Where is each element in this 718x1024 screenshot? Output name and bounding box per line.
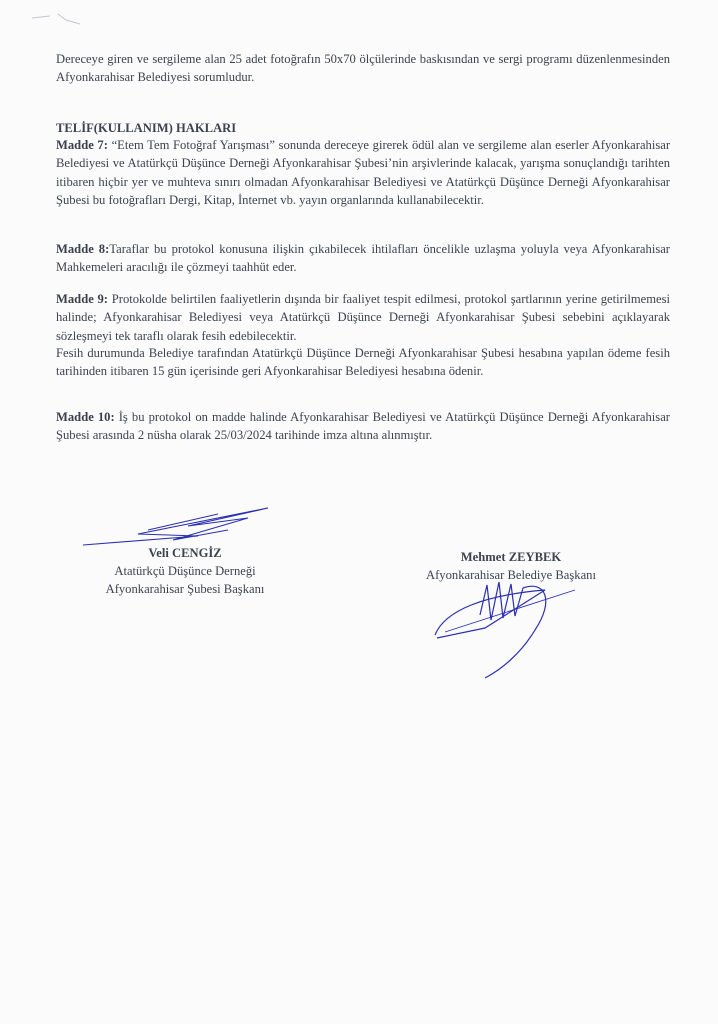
article-9-label: Madde 9:: [56, 292, 109, 306]
article-9: [56, 290, 670, 345]
scan-artifact-mark: [30, 10, 90, 30]
article-9-text: Protokolde belirtilen faaliyetlerin dışında bir faaliyet tespit edilmesi, protokol şartlarının yerine getirilmemesi halinde; Afyonkarahisar Belediyesi veya Atatürkçü Düşünce Derneği Afyonkarahisar Şubesi sebebini açıklayarak sözleşmeyi tek taraflı olarak fesih edebilecektir.: [56, 292, 671, 343]
left-signatory: [80, 544, 290, 598]
section-heading: TELİF(KULLANIM) HAKLARI: [56, 121, 237, 135]
article-9-termination: Fesih durumunda Belediye tarafından Atatürkçü Düşünce Derneği Afyonkarahisar Şubesi hesabına yapılan ödeme fesih tarihinden itibaren 15 gün içerisinde geri Afyonkarahisar Belediyesi hesabına ödenir.: [56, 346, 670, 379]
article-7: [56, 136, 670, 210]
article-8-text: Taraflar bu protokol konusuna ilişkin çıkabilecek ihtilafları öncelikle uzlaşma yoluyla veya Afyonkarahisar Mahkemeleri aracılığı ile çözmeyi taahhüt eder.: [56, 242, 671, 275]
right-signatory-name: Mehmet ZEYBEK: [460, 550, 562, 564]
article-7-text: “Etem Tem Fotoğraf Yarışması” sonunda dereceye girerek ödül alan ve sergileme alan eserler Afyonkarahisar Belediyesi ve Atatürkçü Düşünce Derneği Afyonkarahisar Şubesi’nin arşivlerinde kalacak, yarışma sonuçlandığı tarihten itibaren hiçbir yer ve muhteva sınırı olmadan Afyonkarahisar Belediyesi ve Atatürkçü Düşünce Derneği Afyonkarahisar Şubesi bu fotoğrafları Dergi, Kitap, İnternet vb. yayın organlarında kullanabilecektir.: [56, 138, 671, 208]
article-8-label: Madde 8:: [56, 242, 110, 256]
article-10-label: Madde 10:: [56, 410, 115, 424]
right-signature-icon: [425, 570, 585, 685]
intro-paragraph: Dereceye giren ve sergileme alan 25 adet fotoğrafın 50x70 ölçülerinde baskısından ve sergi programı düzenlenmesinden Afyonkarahisar Belediyesi sorumludur.: [56, 52, 670, 85]
article-7-label: Madde 7:: [56, 138, 108, 152]
left-signatory-org: Atatürkçü Düşünce Derneği: [114, 564, 256, 578]
article-10-text: İş bu protokol on madde halinde Afyonkarahisar Belediyesi ve Atatürkçü Düşünce Derneği Afyonkarahisar Şubesi arasında 2 nüsha olarak 25/03/2024 tarihinde imza altına alınmıştır.: [56, 410, 670, 443]
article-10: [56, 408, 670, 445]
left-signatory-name: Veli CENGİZ: [148, 546, 222, 560]
left-signatory-title: Afyonkarahisar Şubesi Başkanı: [105, 582, 265, 596]
right-signatory-title: Afyonkarahisar Belediye Başkanı: [426, 568, 596, 582]
article-8: [56, 240, 670, 277]
